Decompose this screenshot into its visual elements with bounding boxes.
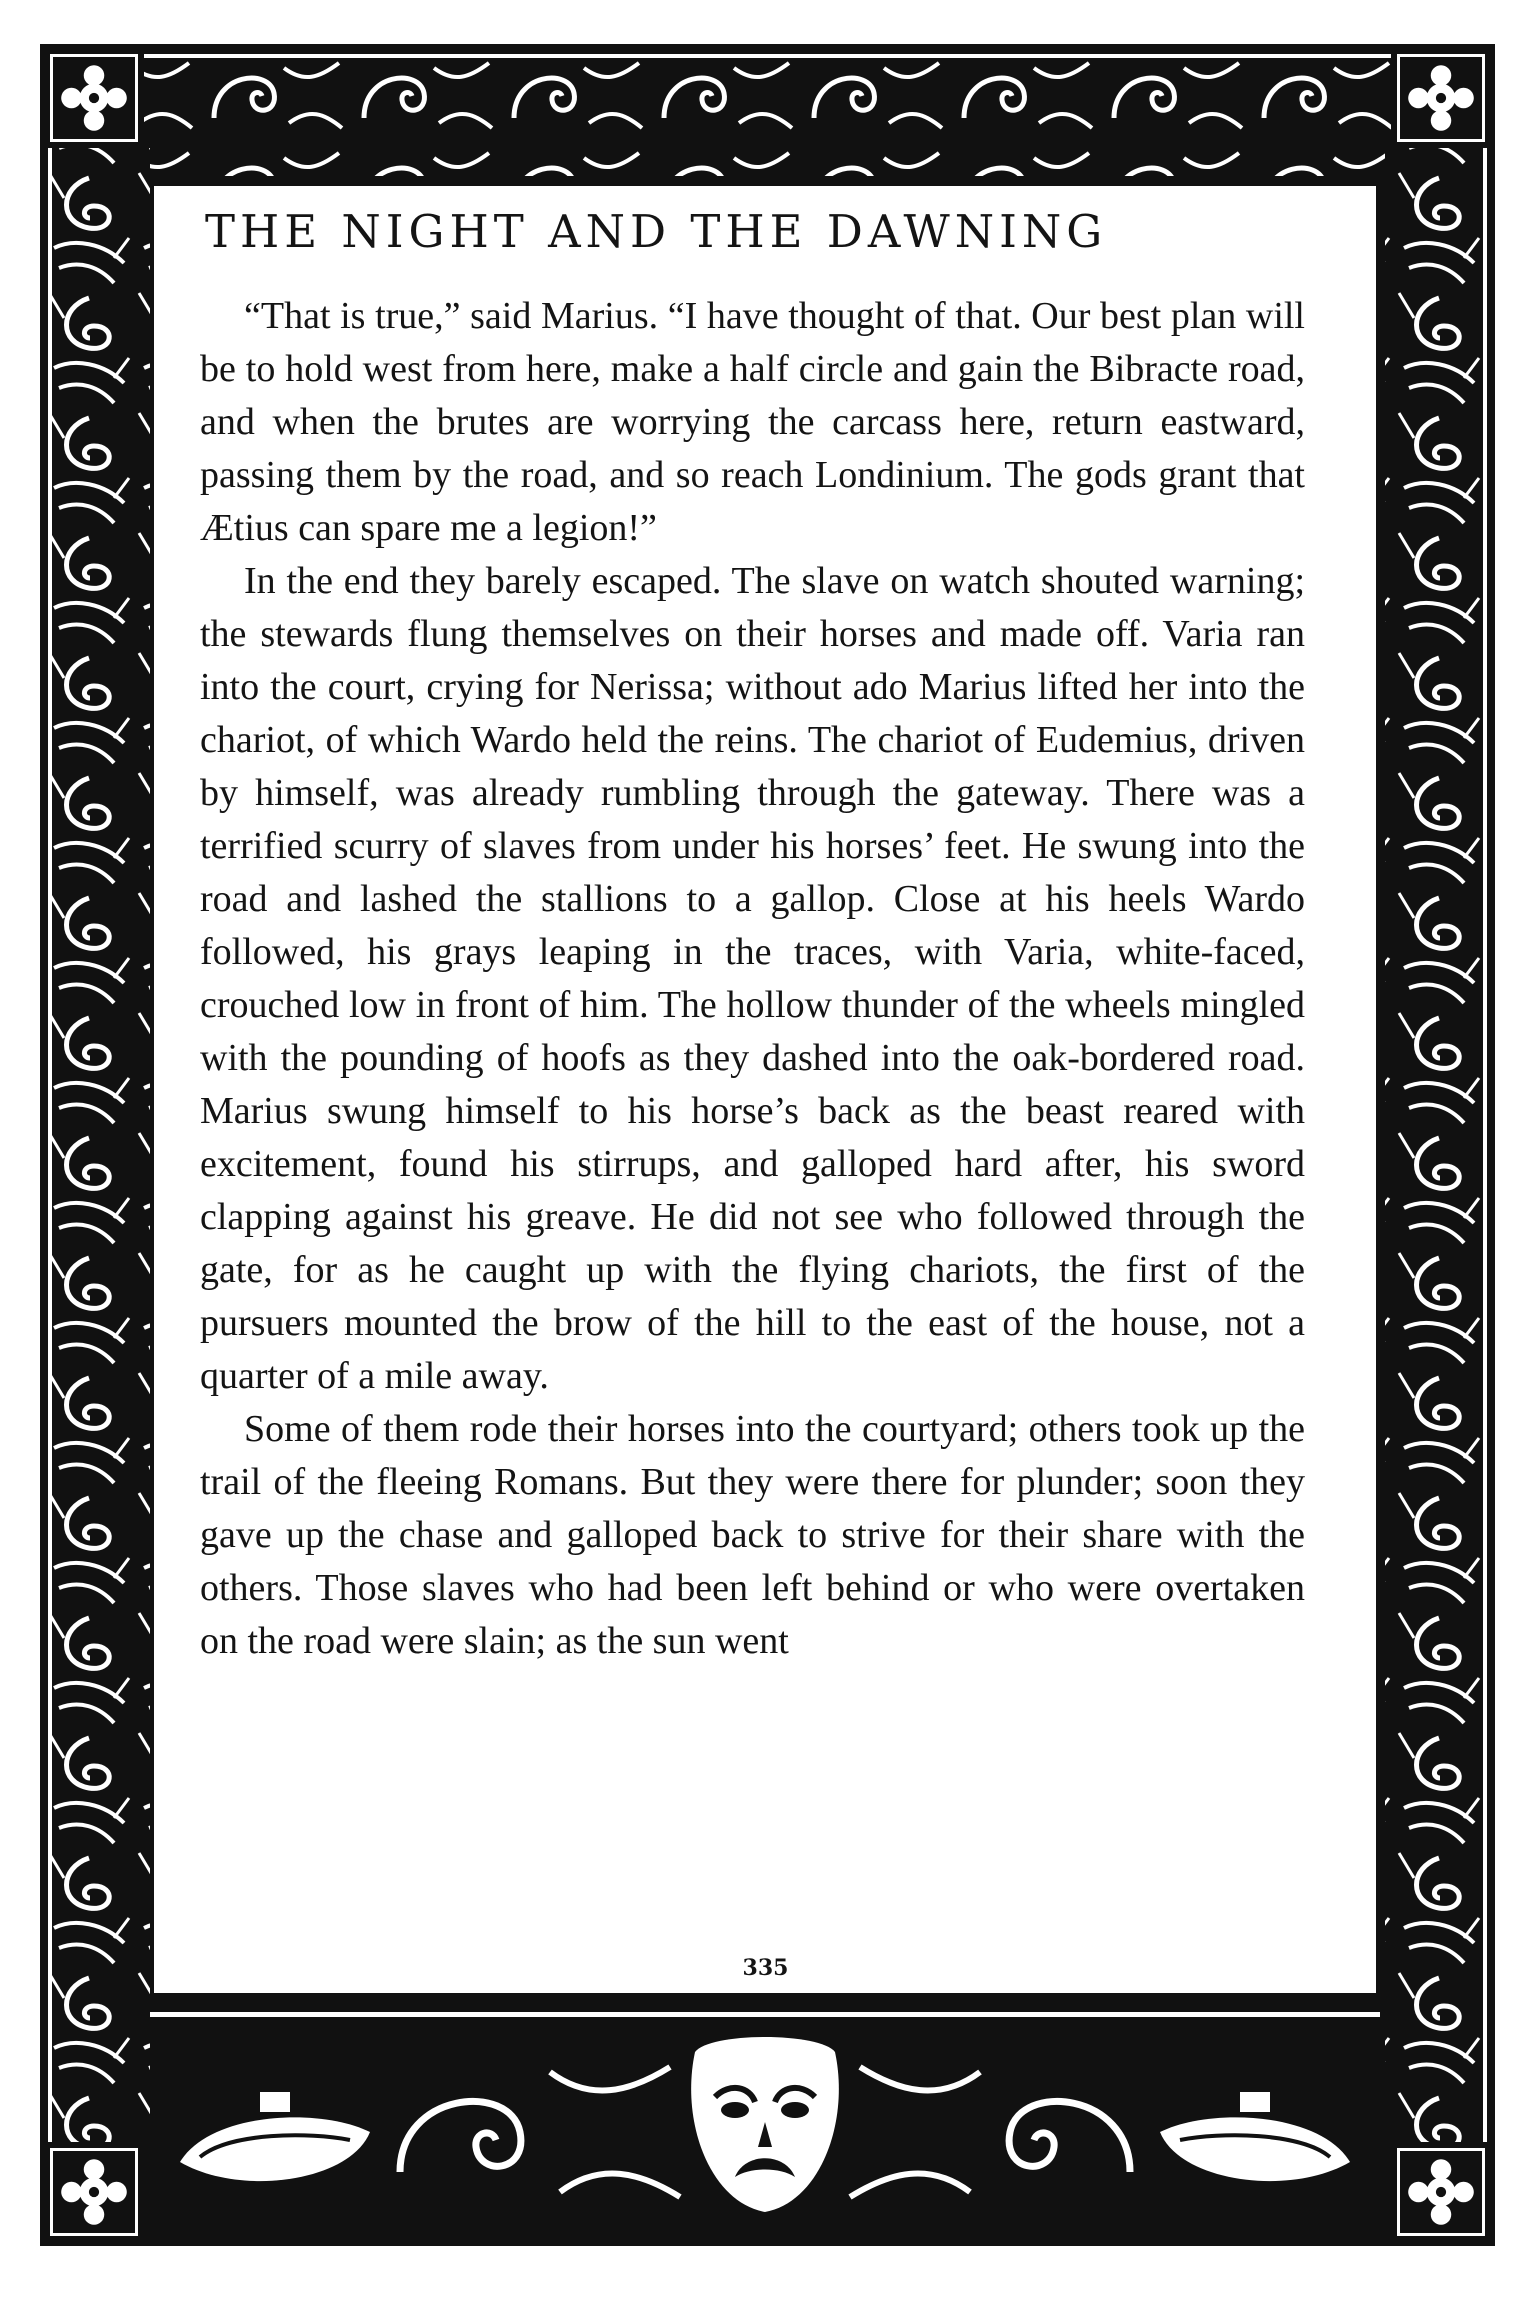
page-number: 335 xyxy=(742,1955,789,1981)
corner-rosette-icon xyxy=(1397,2148,1485,2236)
bottom-ornament-band xyxy=(150,2012,1380,2226)
body-text xyxy=(200,290,1305,1668)
corner-rosette-icon xyxy=(50,54,138,142)
paragraph: Some of them rode their horses into the courtyard; others took up the trail of the fleeing Romans. But they were there for plunder; soon they gave up the chase and galloped back to strive for their share with the others. Those slaves who had been left behind or who were overtaken on the road were slain; as the sun went xyxy=(200,1408,1305,1662)
running-head: THE NIGHT AND THE DAWNING xyxy=(205,205,1108,258)
paragraph: In the end they barely escaped. The slave on watch shouted warning; the stewards flung themselves on their horses and made off. Varia ran into the court, crying for Nerissa; without ado Marius lifted her into the chariot, of which Wardo held the reins. The chariot of Eudemius, driven by himself, was already rumbling through the gateway. There was a terrified scurry of slaves from under his horses’ feet. He swung into the road and lashed the stallions to a gallop. Close at his heels Wardo followed, his grays leaping in the traces, with Varia, white-faced, crouched low in front of him. The hollow thunder of the wheels mingled with the pounding of hoofs as they dashed into the oak-bordered road. Marius swung himself to his horse’s back as the beast reared with excitement, found his stirrups, and galloped hard after, his sword clapping against his greave. He did not see who followed through the gate, for as he caught up with the flying chariots, the first of the pursuers mounted the brow of the hill to the east of the house, not a quarter of a mile away. xyxy=(200,560,1305,1397)
paragraph: “That is true,” said Marius. “I have thought of that. Our best plan will be to hold west from here, make a half circle and gain the Bibracte road, and when the brutes are worrying the carcass here, return eastward, passing them by the road, and so reach Londinium. The gods grant that Ætius can spare me a legion!” xyxy=(200,295,1305,549)
corner-rosette-icon xyxy=(1397,54,1485,142)
corner-rosette-icon xyxy=(50,2148,138,2236)
